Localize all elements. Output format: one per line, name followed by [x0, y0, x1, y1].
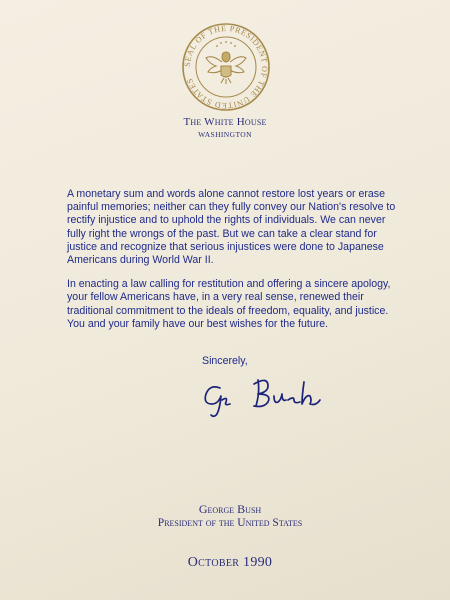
letterhead-city: WASHINGTON — [198, 130, 252, 139]
body-paragraph: In enacting a law calling for restitution and offering a sincere apology, your fellow Americans have, in a very real sense, renewed their traditional commitment to the ideals of freedom, equality, and justice. You and your family have our best wishes for the future. — [67, 278, 391, 330]
handwritten-signature — [196, 370, 336, 420]
presidential-seal — [181, 22, 271, 112]
body-paragraph: A monetary sum and words alone cannot restore lost years or erase painful memories; neither can they fully convey our Nation's resolve to rectify injustice and to uphold the rights of individuals. We can never fully right the wrongs of the past. But we can take a clear stand for justice and recognize that serious injustices were done to Japanese Americans during World War II. — [67, 188, 396, 267]
letter-date: October 1990 — [187, 555, 273, 570]
letterhead-title: The White House — [183, 116, 267, 128]
signer-name: George Bush — [198, 502, 262, 516]
eagle-icon — [206, 52, 246, 84]
seal-text: SEAL OF THE PRESIDENT OF THE UNITED STATES — [182, 23, 270, 111]
signer-title: President of the United States — [157, 517, 303, 529]
letter-body — [67, 188, 397, 342]
closing-salutation: Sincerely, — [202, 355, 248, 367]
